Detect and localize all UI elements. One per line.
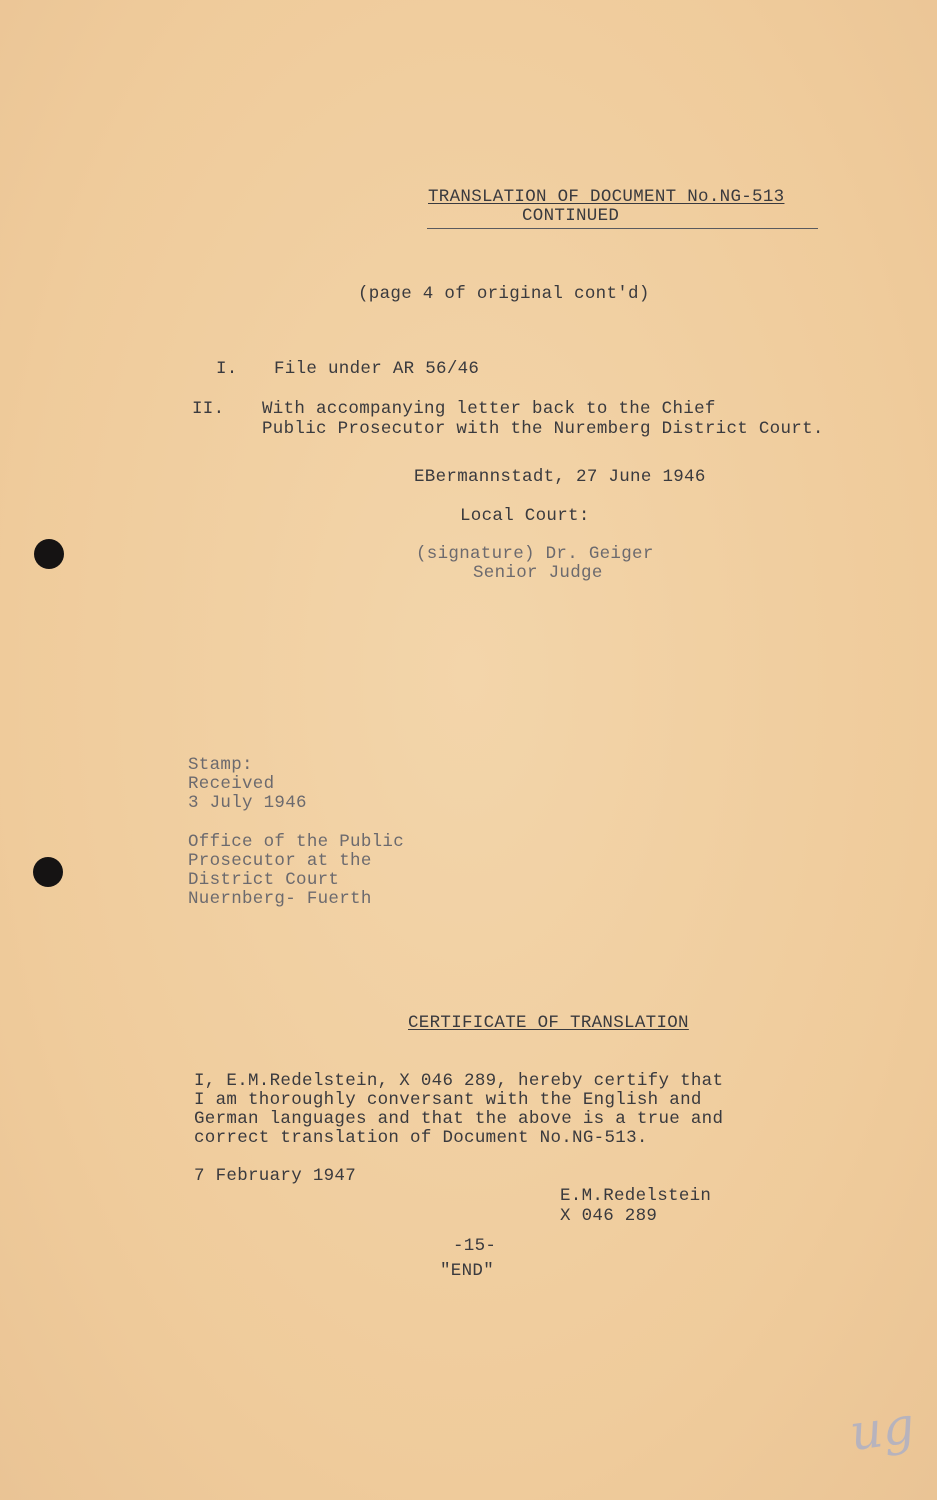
stamp-received: Received [188,774,275,794]
signature-title: Senior Judge [473,563,603,583]
handwritten-mark-icon: ug [846,1395,918,1463]
signer-id: X 046 289 [560,1206,658,1226]
header-title-line1: TRANSLATION OF DOCUMENT No.NG-513 [428,187,785,207]
certificate-line3: German languages and that the above is a true and [194,1109,724,1129]
certificate-heading: CERTIFICATE OF TRANSLATION [408,1013,689,1033]
stamp-office-line4: Nuernberg- Fuerth [188,889,372,909]
certificate-date: 7 February 1947 [194,1166,357,1186]
stamp-office-line2: Prosecutor at the [188,851,372,871]
signature-line: (signature) Dr. Geiger [416,544,654,564]
header-title-line2: CONTINUED [522,206,620,226]
header-rule [427,228,818,229]
certificate-line1: I, E.M.Redelstein, X 046 289, hereby certify that [194,1071,724,1091]
stamp-date: 3 July 1946 [188,793,307,813]
item-2-text-line2: Public Prosecutor with the Nuremberg District Court. [262,419,824,439]
item-2-number: II. [192,399,225,419]
punch-hole-bottom [33,857,63,887]
end-mark: "END" [440,1261,495,1281]
page-note: (page 4 of original cont'd) [358,284,650,304]
stamp-office-line1: Office of the Public [188,832,405,852]
court-label: Local Court: [460,506,590,526]
place-date: EBermannstadt, 27 June 1946 [414,467,706,487]
item-1-number: I. [216,359,238,379]
certificate-line2: I am thoroughly conversant with the English and [194,1090,702,1110]
page-number: -15- [453,1236,497,1256]
stamp-office-line3: District Court [188,870,340,890]
item-2-text-line1: With accompanying letter back to the Chief [262,399,716,419]
punch-hole-top [34,539,64,569]
signer-name: E.M.Redelstein [560,1186,712,1206]
item-1-text: File under AR 56/46 [274,359,480,379]
stamp-label: Stamp: [188,755,253,775]
certificate-line4: correct translation of Document No.NG-513. [194,1128,648,1148]
